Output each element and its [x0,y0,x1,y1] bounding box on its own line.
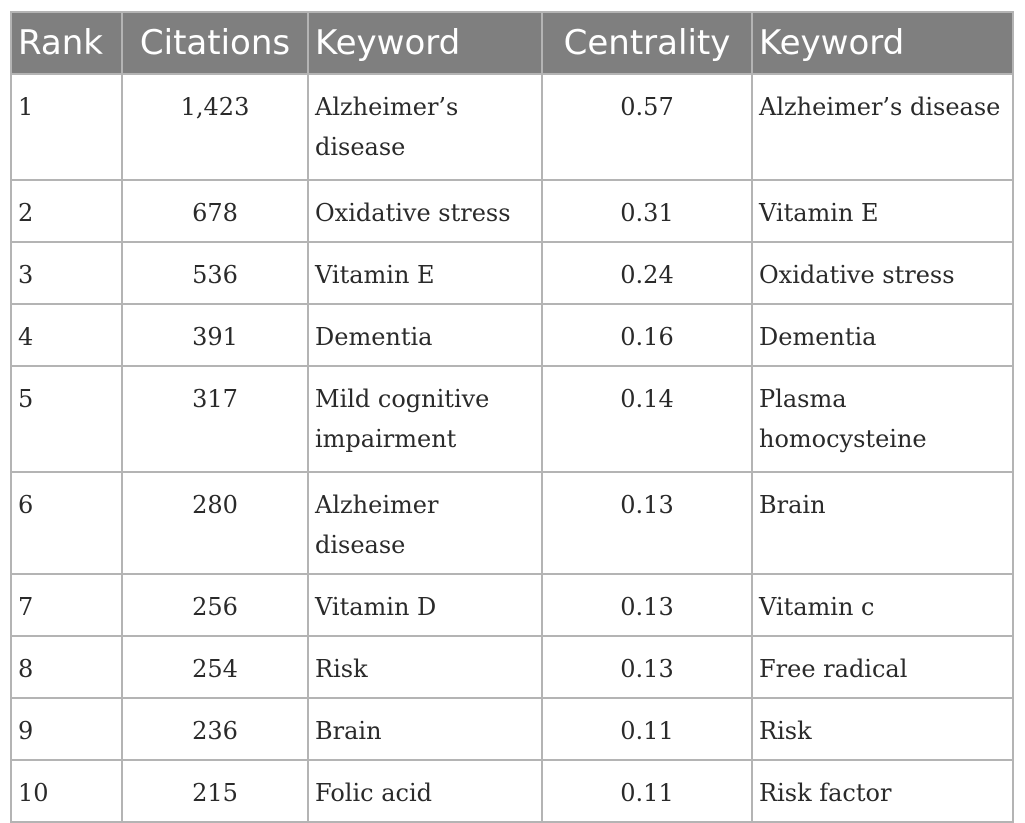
table-row [11,74,1013,180]
rank-cell: 7 [11,574,122,636]
citations-cell: 280 [122,472,308,574]
keyword-centrality-cell: Oxidative stress [752,242,1013,304]
header-keyword-citations: Keyword [308,12,542,74]
citations-cell: 256 [122,574,308,636]
citations-cell: 215 [122,760,308,822]
table-row [11,242,1013,304]
citations-cell: 678 [122,180,308,242]
citations-cell: 1,423 [122,74,308,180]
centrality-cell: 0.11 [542,698,752,760]
keyword-centrality-cell: Vitamin c [752,574,1013,636]
rank-cell: 6 [11,472,122,574]
keyword-centrality-cell: Risk [752,698,1013,760]
table-row [11,472,1013,574]
header-rank: Rank [11,12,122,74]
keyword-centrality-cell: Dementia [752,304,1013,366]
centrality-cell: 0.57 [542,74,752,180]
keyword-citations-cell: Vitamin E [308,242,542,304]
table-row [11,180,1013,242]
header-citations: Citations [122,12,308,74]
keyword-ranking-table [10,11,1014,823]
rank-cell: 9 [11,698,122,760]
citations-cell: 391 [122,304,308,366]
centrality-cell: 0.13 [542,574,752,636]
keyword-citations-cell: Oxidative stress [308,180,542,242]
keyword-centrality-cell: Brain [752,472,1013,574]
keyword-citations-cell: Alzheimer’s disease [308,74,542,180]
table-row [11,304,1013,366]
rank-cell: 4 [11,304,122,366]
keyword-centrality-cell: Alzheimer’s disease [752,74,1013,180]
rank-cell: 10 [11,760,122,822]
rank-cell: 2 [11,180,122,242]
keyword-citations-cell: Vitamin D [308,574,542,636]
table-row [11,366,1013,472]
keyword-citations-cell: Alzheimer disease [308,472,542,574]
citations-cell: 536 [122,242,308,304]
citations-cell: 254 [122,636,308,698]
citations-cell: 236 [122,698,308,760]
keyword-centrality-cell: Free radical [752,636,1013,698]
header-keyword-centrality: Keyword [752,12,1013,74]
table-header-row [11,12,1013,74]
centrality-cell: 0.11 [542,760,752,822]
centrality-cell: 0.31 [542,180,752,242]
rank-cell: 8 [11,636,122,698]
keyword-citations-cell: Folic acid [308,760,542,822]
rank-cell: 1 [11,74,122,180]
header-centrality: Centrality [542,12,752,74]
centrality-cell: 0.13 [542,472,752,574]
keyword-citations-cell: Brain [308,698,542,760]
centrality-cell: 0.16 [542,304,752,366]
table-row [11,574,1013,636]
table-row [11,760,1013,822]
centrality-cell: 0.24 [542,242,752,304]
keyword-table-container [10,11,1014,823]
keyword-centrality-cell: Vitamin E [752,180,1013,242]
centrality-cell: 0.14 [542,366,752,472]
keyword-centrality-cell: Risk factor [752,760,1013,822]
keyword-centrality-cell: Plasma homocysteine [752,366,1013,472]
centrality-cell: 0.13 [542,636,752,698]
rank-cell: 3 [11,242,122,304]
keyword-citations-cell: Risk [308,636,542,698]
table-row [11,636,1013,698]
table-row [11,698,1013,760]
keyword-citations-cell: Dementia [308,304,542,366]
keyword-citations-cell: Mild cognitive impairment [308,366,542,472]
citations-cell: 317 [122,366,308,472]
rank-cell: 5 [11,366,122,472]
